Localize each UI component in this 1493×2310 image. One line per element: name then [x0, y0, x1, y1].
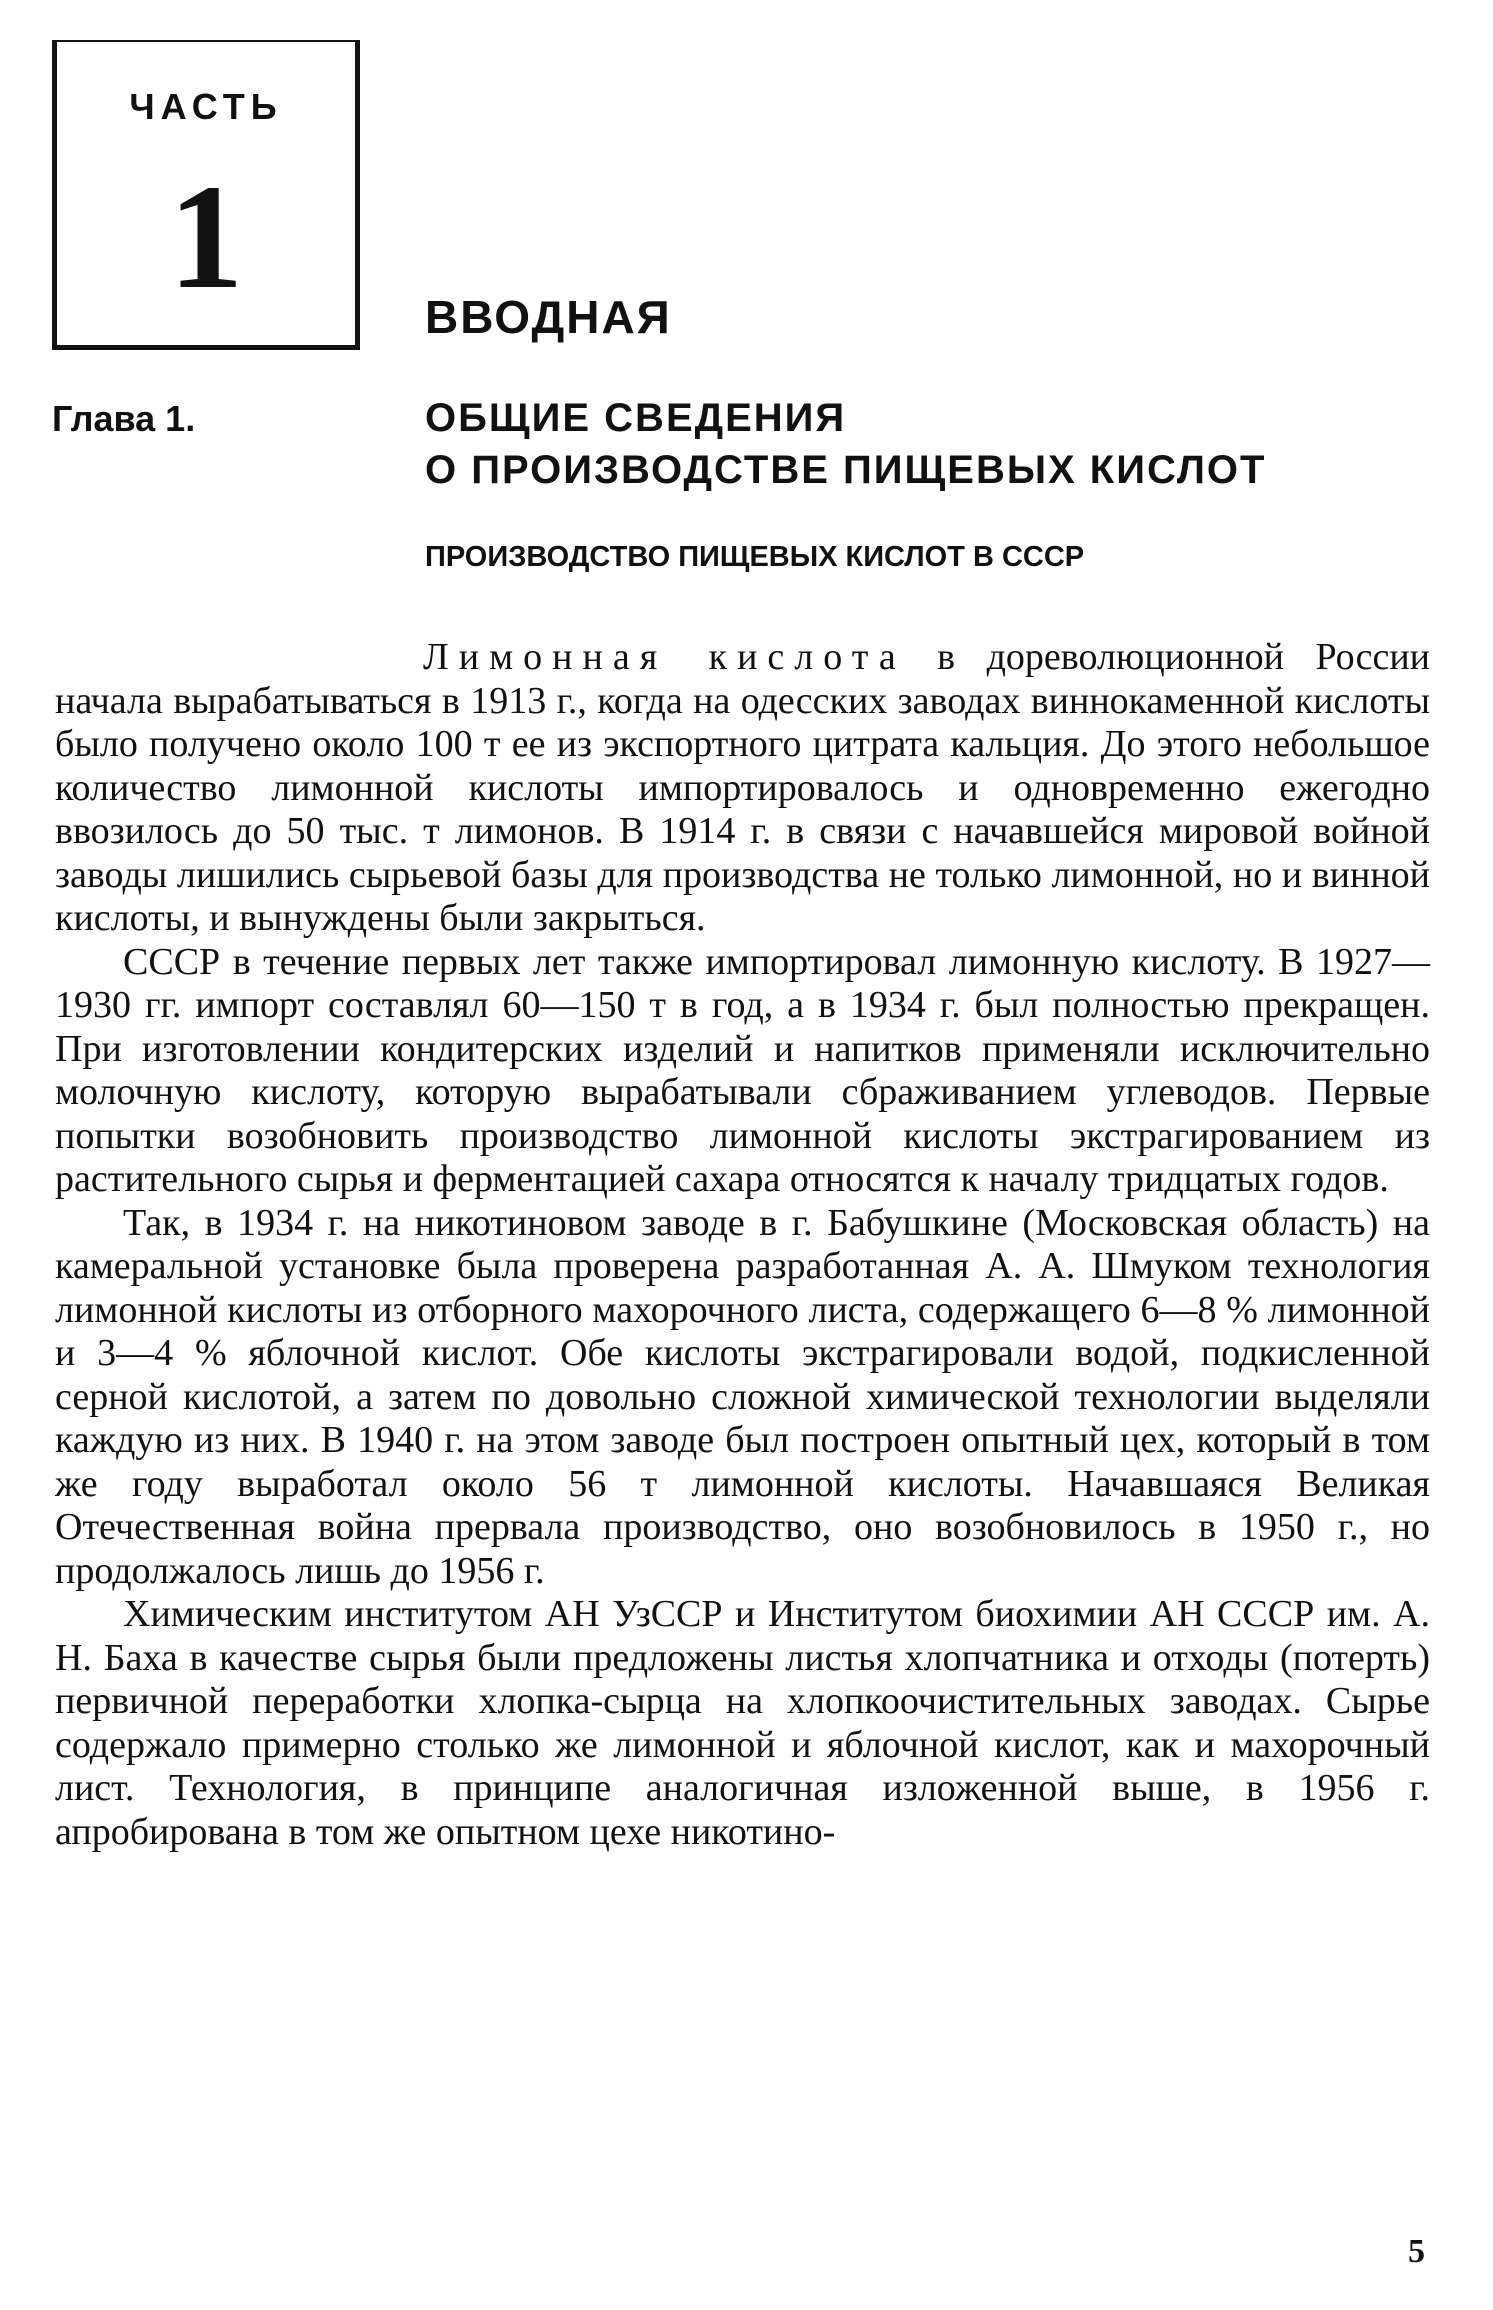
chapter-title-line1: ОБЩИЕ СВЕДЕНИЯ	[425, 396, 847, 440]
paragraph-4: Химическим институтом АН УзССР и Институтом биохимии АН СССР им. А. Н. Баха в качестве сырья были предложены листья хлопчатника и отходы (потерть) первичной переработки хлопка-сырца на хлопкоочистительных заводах. Сырье содержало примерно столько же лимонной и яблочной кислот, как и махорочный лист. Технология, в принципе аналогичная изложенной выше, в 1956 г. апробирована в том же опытном цехе никотино-	[55, 1593, 1430, 1853]
part-box	[52, 40, 360, 350]
part-title: ВВОДНАЯ	[425, 291, 672, 343]
section-title: ПРОИЗВОДСТВО ПИЩЕВЫХ КИСЛОТ В СССР	[425, 541, 1085, 573]
chapter-label: Глава 1.	[52, 398, 196, 439]
paragraph-3: Так, в 1934 г. на никотиновом заводе в г. Бабушкине (Московская область) на камеральной установке была проверена разработанная А. А. Шмуком технология лимонной кислоты из отборного махорочного листа, содержащего 6—8 % лимонной и 3—4 % яблочной кислот. Обе кислоты экстрагировали водой, подкисленной серной кислотой, а затем по довольно сложной химической технологии выделяли каждую из них. В 1940 г. на этом заводе был построен опытный цех, который в том же году выработал около 56 т лимонной кислоты. Начавшаяся Великая Отечественная война прервала производство, оно возобновилось в 1950 г., но продолжалось лишь до 1956 г.	[55, 1201, 1430, 1592]
paragraph-1	[55, 636, 1430, 941]
part-label: ЧАСТЬ	[129, 86, 283, 127]
paragraph-1-lead: Лимонная кислота	[423, 636, 906, 678]
chapter-title-line2: О ПРОИЗВОДСТВЕ ПИЩЕВЫХ КИСЛОТ	[425, 448, 1267, 492]
chapter-title	[425, 392, 1266, 496]
page-number: 5	[1408, 2233, 1425, 2270]
body-text	[55, 636, 1430, 1854]
paragraph-2: СССР в течение первых лет также импортировал лимонную кислоту. В 1927—1930 гг. импорт составлял 60—150 т в год, а в 1934 г. был полностью прекращен. При изготовлении кондитерских изделий и напитков применяли исключительно молочную кислоту, которую вырабатывали сбраживанием углеводов. Первые попытки возобновить производство лимонной кислоты экстрагированием из растительного сырья и ферментацией сахара относятся к началу тридцатых годов.	[55, 940, 1430, 1200]
part-number: 1	[168, 154, 244, 320]
paragraph-1-text: в дореволюционной России начала вырабатываться в 1913 г., когда на одесских заводах виннокаменной кислоты было получено около 100 т ее из экспортного цитрата кальция. До этого небольшое количество лимонной кислоты импортировалось и одновременно ежегодно ввозилось до 50 тыс. т лимонов. В 1914 г. в связи с начавшейся мировой войной заводы лишились сырьевой базы для производства не только лимонной, но и винной кислоты, и вынуждены были закрыться.	[55, 636, 1430, 939]
